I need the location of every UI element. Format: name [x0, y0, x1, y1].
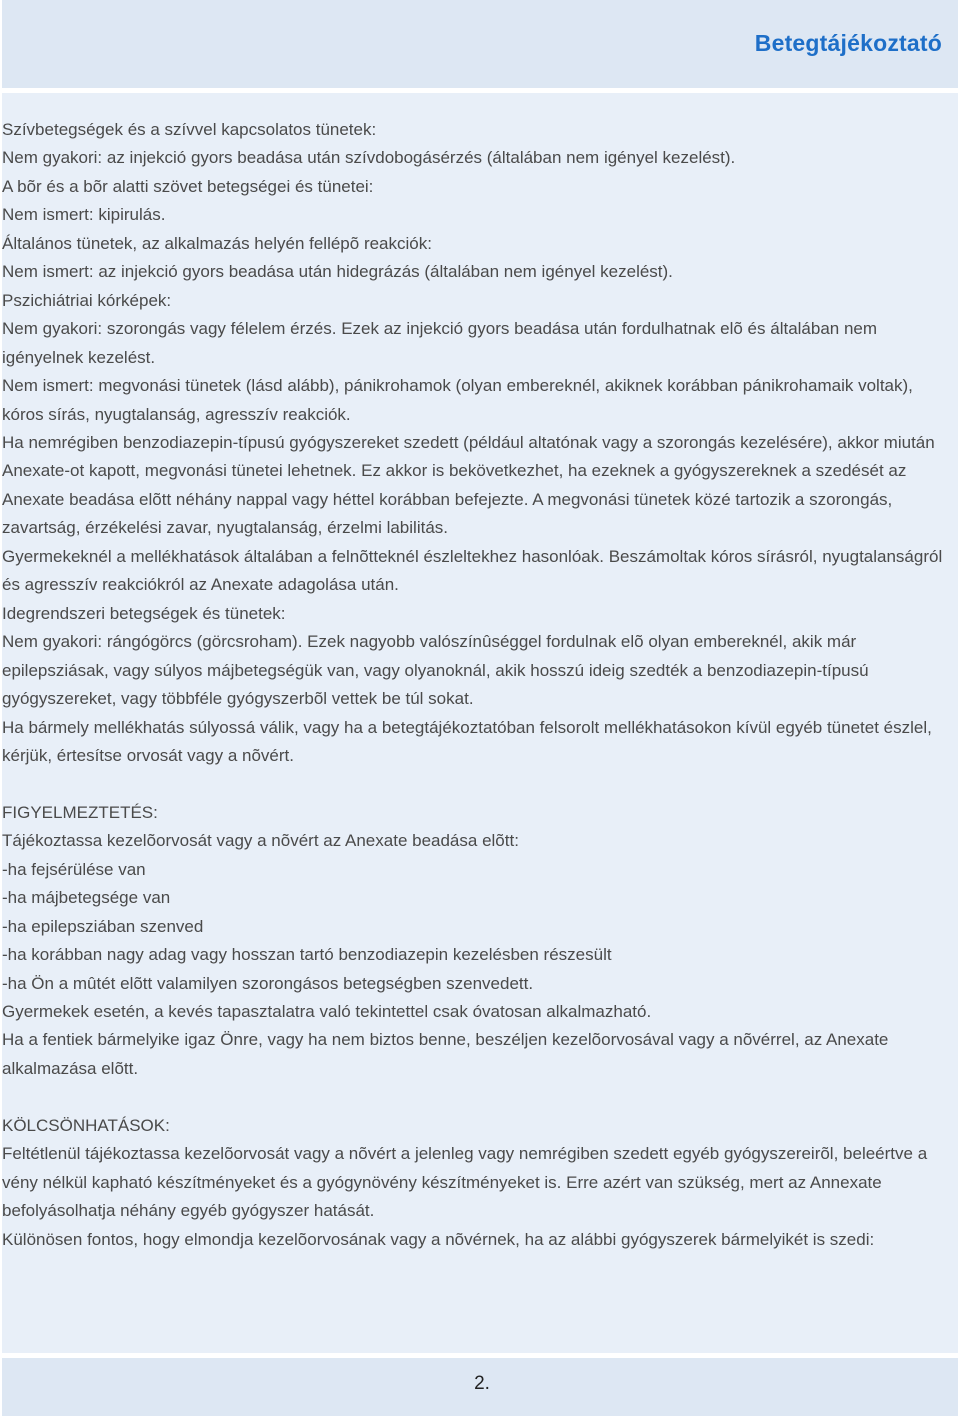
- paragraph: Tájékoztassa kezelõorvosát vagy a nõvért az Anexate beadása elõtt:: [2, 831, 519, 851]
- paragraph: Idegrendszeri betegségek és tünetek:: [2, 603, 286, 623]
- paragraph: Pszichiátriai kórképek:: [2, 290, 172, 310]
- list-item: -ha Ön a mûtét elõtt valamilyen szorongásos betegségben szenvedett.: [2, 973, 534, 993]
- paragraph: Nem ismert: kipirulás.: [2, 205, 166, 225]
- content-area: [2, 93, 958, 1353]
- paragraph: Feltétlenül tájékoztassa kezelõorvosát vagy a nõvért a jelenleg vagy nemrégiben szedett egyéb gyógyszereirõl, beleértve a vény nélkül kapható készítményeket és a gyógynövény készítményeket is. Erre azért van szükség, mert az Annexate befolyásolhatja néhány egyéb gyógyszer hatását.: [2, 1144, 928, 1221]
- paragraph: Gyermekek esetén, a kevés tapasztalatra való tekintettel csak óvatosan alkalmazható.: [2, 1002, 652, 1022]
- page-number: 2.: [474, 1373, 490, 1394]
- paragraph: A bõr és a bõr alatti szövet betegségei és tünetei:: [2, 176, 374, 196]
- spacer: [2, 1083, 952, 1111]
- paragraph: Ha nemrégiben benzodiazepin-típusú gyógyszereket szedett (például altatónak vagy a szorongás kezelésére), akkor miután Anexate-ot kapott, megvonási tünetei lehetnek. Ez akkor is bekövetkezhet, ha ezeknek a gyógyszereknek a szedését az Anexate beadása elõtt néhány nappal vagy héttel korábban befejezte. A megvonási tünetek közé tartozik a szorongás, zavartság, érzékelési zavar, nyugtalanság, érzelmi labilitás.: [2, 432, 935, 538]
- footer-band: [2, 1358, 958, 1416]
- body-text: [2, 116, 952, 1254]
- list-item: -ha fejsérülése van: [2, 859, 146, 879]
- paragraph: Nem ismert: megvonási tünetek (lásd alább), pánikrohamok (olyan embereknél, akiknek korábban pánikrohamaik voltak), kóros sírás, nyugtalanság, agresszív reakciók.: [2, 376, 913, 424]
- list-item: -ha korábban nagy adag vagy hosszan tartó benzodiazepin kezelésben részesült: [2, 945, 612, 965]
- paragraph: Gyermekeknél a mellékhatások általában a felnõtteknél észleltekhez hasonlóak. Beszámoltak kóros sírásról, nyugtalanságról és agresszív reakciókról az Anexate adagolása után.: [2, 546, 943, 595]
- paragraph: Ha a fentiek bármelyike igaz Önre, vagy ha nem biztos benne, beszéljen kezelõorvosával vagy a nõvérrel, az Anexate alkalmazása elõtt.: [2, 1030, 889, 1078]
- document-title: Betegtájékoztató: [754, 30, 942, 56]
- list-item: -ha epilepsziában szenved: [2, 916, 204, 936]
- paragraph: Nem ismert: az injekció gyors beadása után hidegrázás (általában nem igényel kezelést).: [2, 262, 673, 282]
- paragraph: Általános tünetek, az alkalmazás helyén fellépõ reakciók:: [2, 233, 432, 253]
- paragraph: Szívbetegségek és a szívvel kapcsolatos tünetek:: [2, 120, 377, 139]
- paragraph: Ha bármely mellékhatás súlyossá válik, vagy ha a betegtájékoztatóban felsorolt mellékhatásokon kívül egyéb tünetet észlel, kérjük, értesítse orvosát vagy a nõvért.: [2, 717, 932, 765]
- spacer: [2, 770, 952, 798]
- paragraph: Nem gyakori: rángógörcs (görcsroham). Ezek nagyobb valószínûséggel fordulnak elõ olyan embereknél, akik már epilepsziásak, vagy súlyos májbetegségük van, vagy olyanoknál, akik hosszú ideig szedték a benzodiazepin-típusú gyógyszereket, vagy többféle gyógyszerbõl vettek be túl sokat.: [2, 632, 869, 709]
- paragraph: Nem gyakori: az injekció gyors beadása után szívdobogásérzés (általában nem igényel kezelést).: [2, 148, 736, 168]
- header-band: [2, 0, 958, 88]
- list-item: -ha májbetegsége van: [2, 888, 171, 908]
- paragraph: Nem gyakori: szorongás vagy félelem érzés. Ezek az injekció gyors beadása után fordulhatnak elõ és általában nem igényelnek kezelést.: [2, 319, 878, 367]
- section-heading-interactions: KÖLCSÖNHATÁSOK:: [2, 1115, 170, 1135]
- paragraph: Különösen fontos, hogy elmondja kezelõorvosának vagy a nõvérnek, ha az alábbi gyógyszerek bármelyikét is szedi:: [2, 1229, 875, 1249]
- section-heading-warning: FIGYELMEZTETÉS:: [2, 802, 158, 822]
